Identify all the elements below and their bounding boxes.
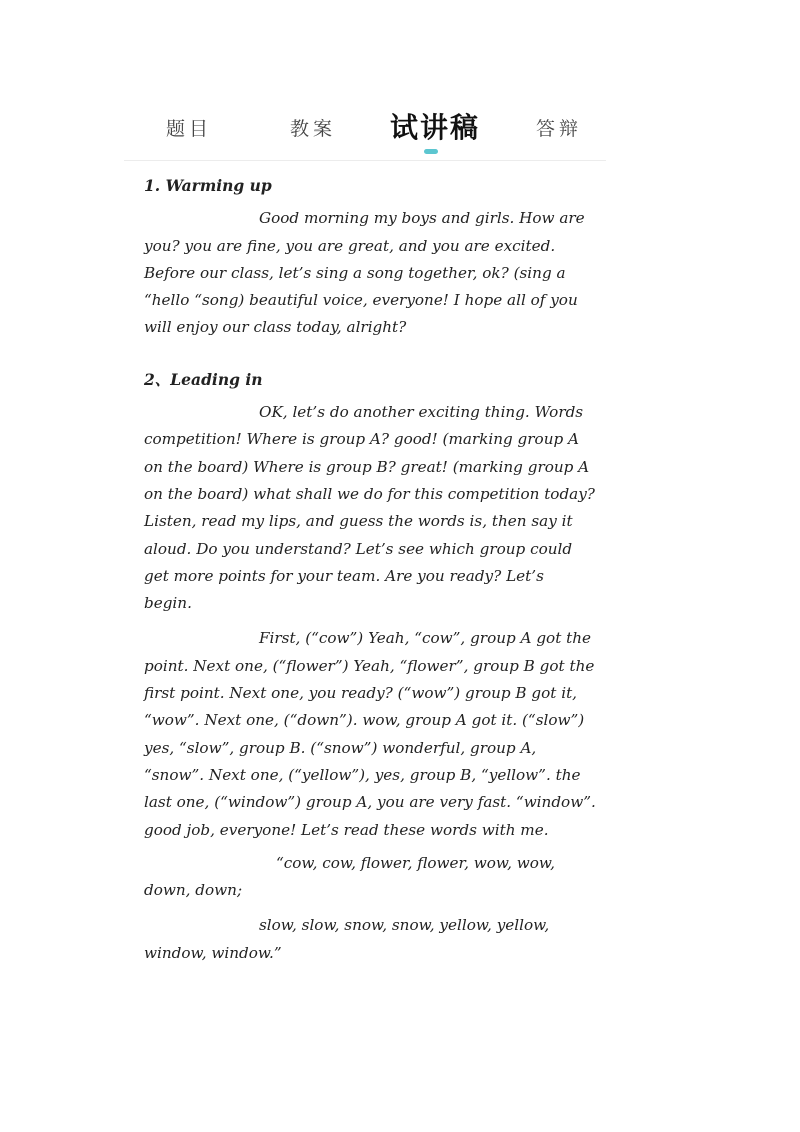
section-heading-warming-up: 1. Warming up (144, 176, 272, 195)
warming-up-paragraph: Good morning my boys and girls. How are you? you are fine, you are great, and you are excited. Before our class, let’s sing a song together, ok? (sing a “hello “song) beautiful voice, everyone! I hope all of you will enjoy our class today, alright? (144, 209, 585, 337)
script-content (144, 172, 596, 967)
section-heading-leading-in: 2、Leading in (144, 369, 263, 389)
word-list-line-2: slow, slow, snow, snow, yellow, yellow, window, window.” (144, 916, 550, 962)
leading-in-paragraph-1: OK, let’s do another exciting thing. Words competition! Where is group A? good! (marking group A on the board) Where is group B? great! (marking group A on the board) what shall we do for this competition today? Listen, read my lips, and guess the words is, then say it aloud. Do you understand? Let’s see which group could get more points for your team. Are you ready? Let’s begin. (144, 403, 595, 613)
leading-in-paragraph-2: First, (“cow”) Yeah, “cow”, group A got the point. Next one, (“flower”) Yeah, “flower”, group B got the first point. Next one, you ready? (“wow”) group B got it, “wow”. Next one, (“down”). wow, group A got it. (“slow”) yes, “slow”, group B. (“snow”) wonderful, group A, “snow”. Next one, (“yellow”), yes, group B, “yellow”. the last one, (“window”) group A, you are very fast. “window”. good job, everyone! Let’s read these words with me. (144, 629, 596, 839)
active-tab-indicator (424, 149, 438, 154)
word-list-line-1: “cow, cow, flower, flower, wow, wow, down, down; (144, 853, 555, 900)
tab-defense[interactable]: 答辩 (536, 118, 583, 140)
tab-lesson-plan[interactable]: 教案 (290, 118, 337, 140)
tab-bar (124, 100, 606, 161)
tab-questions[interactable]: 题目 (166, 118, 213, 140)
tab-lecture-script[interactable]: 试讲稿 (390, 111, 481, 144)
